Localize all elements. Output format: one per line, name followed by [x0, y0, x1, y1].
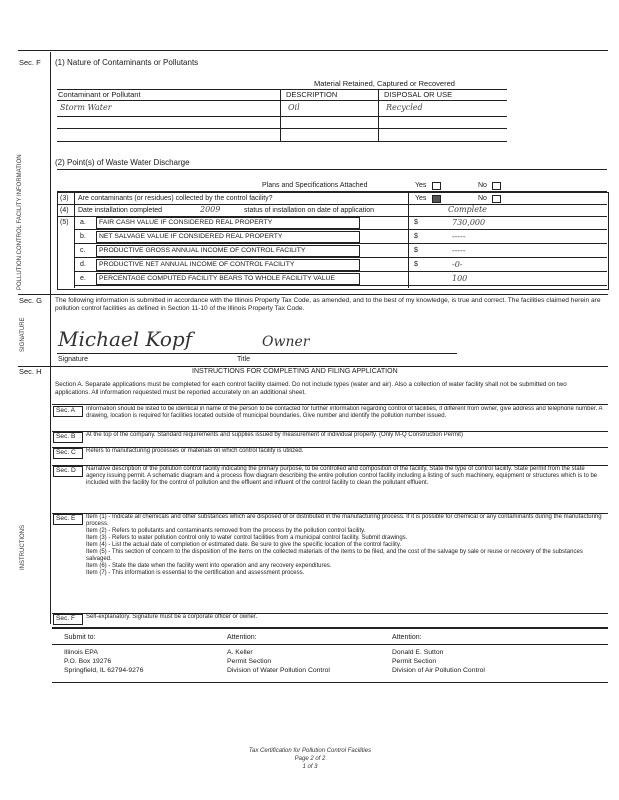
value-row-value: 730,000 — [452, 218, 486, 227]
row3-yes: Yes — [415, 195, 427, 202]
sec-f-side-label: POLLUTION CONTROL FACILITY INFORMATION — [17, 154, 23, 290]
instruction-label: Sec. C — [56, 449, 76, 456]
footer-line3: 1 of 3 — [302, 764, 318, 770]
signature: Michael Kopf — [58, 327, 193, 351]
addr-col1-head: Submit to: — [64, 634, 96, 641]
instruction-label: Sec. B — [56, 433, 76, 440]
value-row-value: ----- — [452, 232, 466, 241]
value-row-dollar: $ — [414, 233, 418, 240]
sec-h-side-label: INSTRUCTIONS — [20, 525, 26, 570]
address-line: Donald E. Sutton — [392, 649, 444, 656]
instruction-text: At the top of the company. Standard requirements and supplies issued by measurement of individual property. (Only M-Q Construction Permit) — [86, 432, 463, 438]
address-line: Springfield, IL 62794-9276 — [64, 667, 144, 674]
value-row-text: NET SALVAGE VALUE IF CONSIDERED REAL PROPERTY — [99, 233, 283, 240]
value-row-letter: a. — [80, 219, 86, 226]
col-description: DESCRIPTION — [286, 90, 338, 99]
row4-text-b: status of installation on date of application — [244, 207, 374, 214]
instruction-text: Narrative description of the pollution control facility indicating the primary purpose, to be controlled and composition of the facility, State the type of control facility. State permit from the state agency issuing permit. A schematic diagram and a process flow diagram describing the entire pollution control facility including a listing of such machinery, equipment or structures which is to be included with the facility for the control of pollution and the effluent and influent of the control facility to clean the pollutant effluent. — [86, 466, 598, 486]
value-row-text: FAIR CASH VALUE IF CONSIDERED REAL PROPERTY — [99, 219, 273, 226]
value-row-value: ----- — [452, 246, 466, 255]
plans-yes: Yes — [415, 182, 427, 189]
sec-g-label: Sec. G — [19, 296, 42, 305]
instruction-label: Sec. D — [56, 467, 76, 474]
material-header: Material Retained, Captured or Recovered — [314, 79, 455, 88]
row4-num: (4) — [60, 207, 69, 214]
sec-h-intro: Section A. Separate applications must be completed for each control facility claimed. Do not include types (water and air). Also a collection of water facility shall not be submitted on two applications. All information requested must be reported accurately on an additional sheet. — [55, 381, 567, 396]
hand-contaminant: Storm Water — [60, 103, 112, 112]
value-row-letter: c. — [80, 247, 86, 254]
value-row-dollar: $ — [414, 247, 418, 254]
sec-g-side-label: SIGNATURE — [20, 317, 26, 352]
sec-h-heading: INSTRUCTIONS FOR COMPLETING AND FILING APPLICATION — [192, 368, 398, 375]
row4-text-a: Date installation completed — [78, 207, 163, 214]
plans-no-checkbox[interactable] — [492, 182, 501, 190]
address-line: Division of Water Pollution Control — [227, 667, 330, 674]
row5-num: (5) — [60, 219, 69, 226]
footer-line2: Page 2 of 2 — [294, 756, 326, 762]
plans-attached: Plans and Specifications Attached — [262, 182, 368, 189]
title-label: Title — [237, 356, 250, 363]
value-row-value: -0- — [452, 260, 463, 269]
value-row-dollar: $ — [414, 219, 418, 226]
signature-label: Signature — [58, 356, 88, 363]
row4-date: 2009 — [200, 205, 221, 214]
col-contaminant: Contaminant or Pollutant — [58, 90, 141, 99]
addr-col3-head: Attention: — [392, 634, 422, 641]
title-value: Owner — [262, 334, 310, 350]
hand-description: Oil — [288, 103, 300, 112]
value-row-letter: e. — [80, 275, 86, 282]
row3-no: No — [478, 195, 487, 202]
instruction-label: Sec. E — [56, 515, 76, 522]
instruction-text: Item (1) - Indicate all chemicals and other substances which are disposed of or distributed in the manufacturing process. If it is possible for chemical or any contaminants during the manufacturing process. Item (2) - Refers to pollutants and contaminants removed from the process by the pollution control facility. Item (3) - Refers to water pollution control only to water control facilities from a municipal control facility. Submit drawings. Item (4) - List the actual date of completion or estimated date. Be sure to give the specific location of the control facility. Item (5) - This section of concern to the disposition of the items on the collected materials of the items to be filed, and the cost of the salvage by sale or reuse or recovery of the substances salvaged. Item (6) - State the date when the facility went into operation and any recovery expenditures. Item (7) - This information is essential to the certification and assessment process. — [86, 514, 602, 576]
row3-no-checkbox[interactable] — [492, 195, 501, 203]
value-row-letter: d. — [80, 261, 86, 268]
instruction-text: Self-explanatory. Signature must be a corporate officer or owner. — [86, 614, 258, 620]
address-line: Permit Section — [392, 658, 437, 665]
instruction-text: Refers to manufacturing processes or materials on which control facility is utilized. — [86, 448, 304, 454]
address-line: P.O. Box 19276 — [64, 658, 112, 665]
sec-f-item2: (2) Point(s) of Waste Water Discharge — [55, 158, 190, 167]
address-line: Illinois EPA — [64, 649, 98, 656]
footer-line1: Tax Certification for Pollution Control Facilities — [248, 748, 372, 754]
value-row-dollar: $ — [414, 261, 418, 268]
sec-h-label: Sec. H — [19, 367, 42, 376]
col-disposal: DISPOSAL OR USE — [384, 90, 453, 99]
hand-disposal: Recycled — [386, 103, 423, 112]
sec-f-item1: (1) Nature of Contaminants or Pollutants — [55, 58, 199, 67]
row3-yes-checkbox[interactable] — [432, 195, 441, 203]
value-row-text: PRODUCTIVE NET ANNUAL INCOME OF CONTROL FACILITY — [99, 261, 295, 268]
sec-f-label: Sec. F — [19, 58, 41, 67]
instruction-label: Sec. F — [56, 615, 76, 622]
value-row-text: PERCENTAGE COMPUTED FACILITY BEARS TO WHOLE FACILITY VALUE — [99, 275, 336, 282]
value-row-text: PRODUCTIVE GROSS ANNUAL INCOME OF CONTROL FACILITY — [99, 247, 306, 254]
sec-g-statement: The following information is submitted in accordance with the Illinois Property Tax Code, as amended, and to the best of my knowledge, is true and correct. The facilities claimed herein are pollution control facilities as defined in Section 11-10 of the Illinois Property Tax Code. — [55, 297, 601, 312]
instruction-label: Sec. A — [56, 407, 76, 414]
address-line: Permit Section — [227, 658, 272, 665]
plans-yes-checkbox[interactable] — [432, 182, 441, 190]
row4-status: Complete — [448, 205, 487, 214]
value-row-value: 100 — [452, 274, 468, 283]
value-row-letter: b. — [80, 233, 86, 240]
row3-text: Are contaminants (or residues) collected by the control facility? — [78, 195, 273, 202]
instruction-text: Information should be listed to be identical in name of the person to be contacted for further information regarding control of facilities, if different from owner, give address and telephone number. A drawing, location is required for facilities located outside of municipal boundaries. Give number and identify the pollution number issued. — [86, 406, 603, 419]
plans-no: No — [478, 182, 487, 189]
addr-col2-head: Attention: — [227, 634, 257, 641]
address-line: Division of Air Pollution Control — [392, 667, 485, 674]
address-line: A. Keller — [227, 649, 253, 656]
row3-num: (3) — [60, 195, 69, 202]
